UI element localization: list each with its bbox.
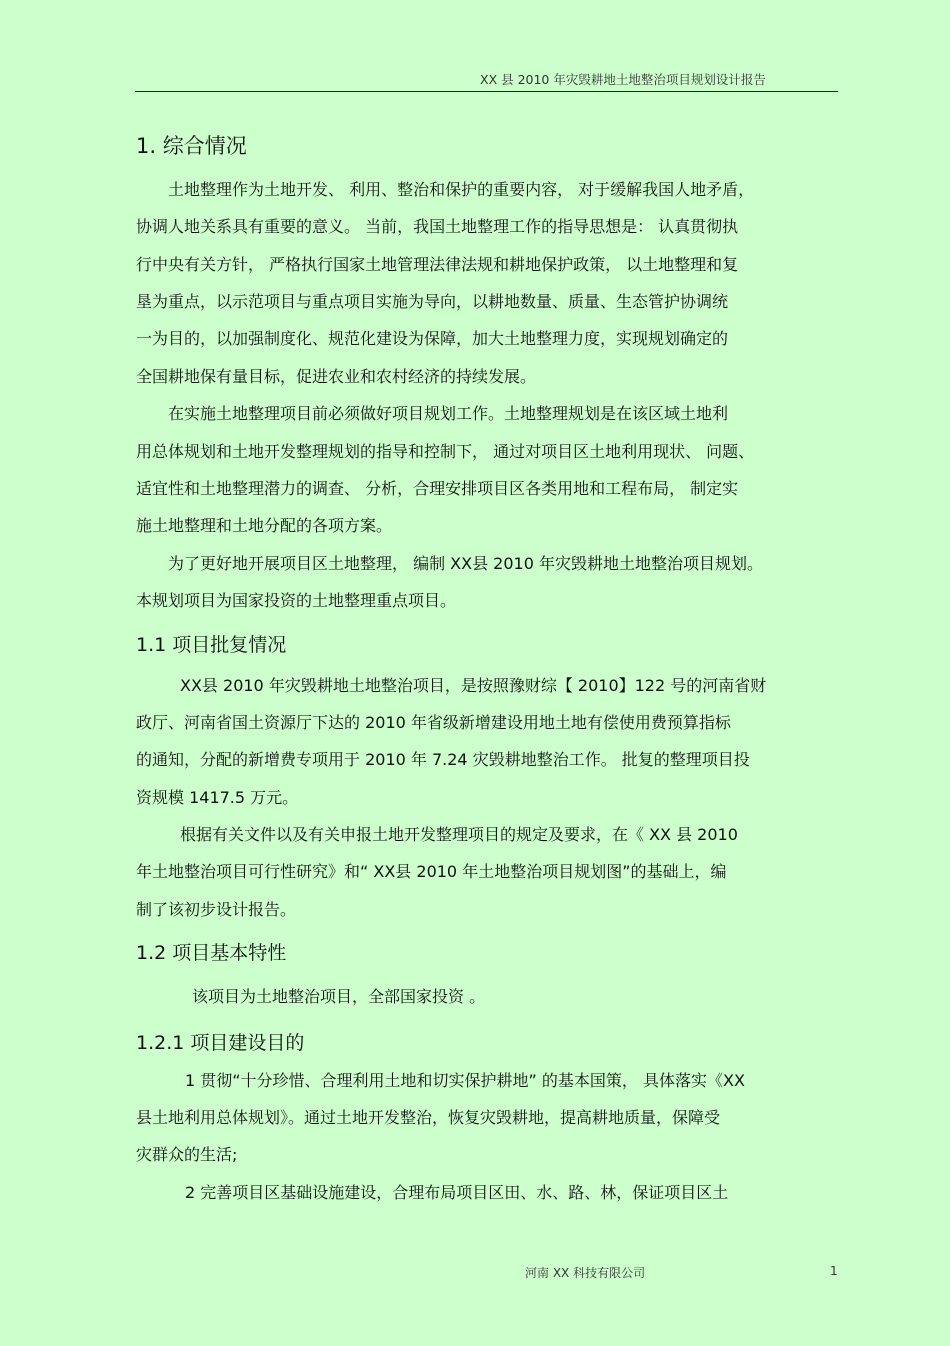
section-1-2-heading: 1.2 项目基本特性 [136,942,287,964]
paragraph-line: 2 完善项目区基础设施建设，合理布局项目区田、水、路、林，保证项目区土 [185,1183,729,1202]
page-number: 1 [830,1264,838,1278]
paragraph-line: 的通知，分配的新增费专项用于 2010 年 7.24 灾毁耕地整治工作。 批复的整理项目投 [136,750,750,769]
section-1-2-1-heading: 1.2.1 项目建设目的 [136,1032,305,1054]
paragraph-line: 施土地整理和土地分配的各项方案。 [136,516,393,535]
section-1-1-heading: 1.1 项目批复情况 [136,634,287,656]
paragraph-line: 灾群众的生活; [136,1145,238,1164]
paragraph-line: 土地整理作为土地开发、 利用、整治和保护的重要内容， 对于缓解我国人地矛盾， [168,180,755,199]
paragraph-line: 该项目为土地整治项目，全部国家投资 。 [192,987,486,1006]
paragraph-line: 垦为重点，以示范项目与重点项目实施为导向，以耕地数量、质量、生态管护协调统 [136,292,729,311]
paragraph-line: 全国耕地保有量目标，促进农业和农村经济的持续发展。 [136,367,537,386]
paragraph-line: 县土地利用总体规划》。通过土地开发整治，恢复灾毁耕地，提高耕地质量，保障受 [136,1108,721,1127]
paragraph-line: 1 贯彻“十分珍惜、合理利用土地和切实保护耕地” 的基本国策， 具体落实《XX [185,1071,745,1090]
paragraph-line: 用总体规划和土地开发整理规划的指导和控制下， 通过对项目区土地利用现状、 问题、 [136,442,755,461]
paragraph-line: 本规划项目为国家投资的土地整理重点项目。 [136,591,457,610]
paragraph-line: 资规模 1417.5 万元。 [136,788,299,807]
paragraph-line: 一为目的，以加强制度化、规范化建设为保障，加大土地整理力度，实现规划确定的 [136,329,729,348]
paragraph-line: 在实施土地整理项目前必须做好项目规划工作。土地整理规划是在该区域土地利 [168,404,729,423]
paragraph-line: 根据有关文件以及有关申报土地开发整理项目的规定及要求，在《 XX 县 2010 [180,825,738,844]
section-1-heading: 1. 综合情况 [136,134,247,158]
header-title: XX 县 2010 年灾毁耕地土地整治项目规划设计报告 [480,72,766,87]
paragraph-line: 适宜性和土地整理潜力的调查、 分析，合理安排项目区各类用地和工程布局， 制定实 [136,479,739,498]
paragraph-line: 政厅、河南省国土资源厅下达的 2010 年省级新增建设用地土地有偿使用费预算指标 [136,713,731,732]
header-divider [135,91,838,92]
paragraph-line: 协调人地关系具有重要的意义。 当前，我国土地整理工作的指导思想是： 认真贯彻执 [136,217,739,236]
paragraph-line: 为了更好地开展项目区土地整理， 编制 XX县 2010 年灾毁耕地土地整治项目规划。 [168,554,763,573]
paragraph-line: XX县 2010 年灾毁耕地土地整治项目，是按照豫财综【 2010】122 号的河南省财 [180,676,767,695]
paragraph-line: 制了该初步设计报告。 [136,900,297,919]
paragraph-line: 行中央有关方针， 严格执行国家土地管理法律法规和耕地保护政策， 以土地整理和复 [136,255,739,274]
footer-company: 河南 XX 科技有限公司 [525,1266,646,1280]
paragraph-line: 年土地整治项目可行性研究》和“ XX县 2010 年土地整治项目规划图”的基础上，编 [136,862,727,881]
